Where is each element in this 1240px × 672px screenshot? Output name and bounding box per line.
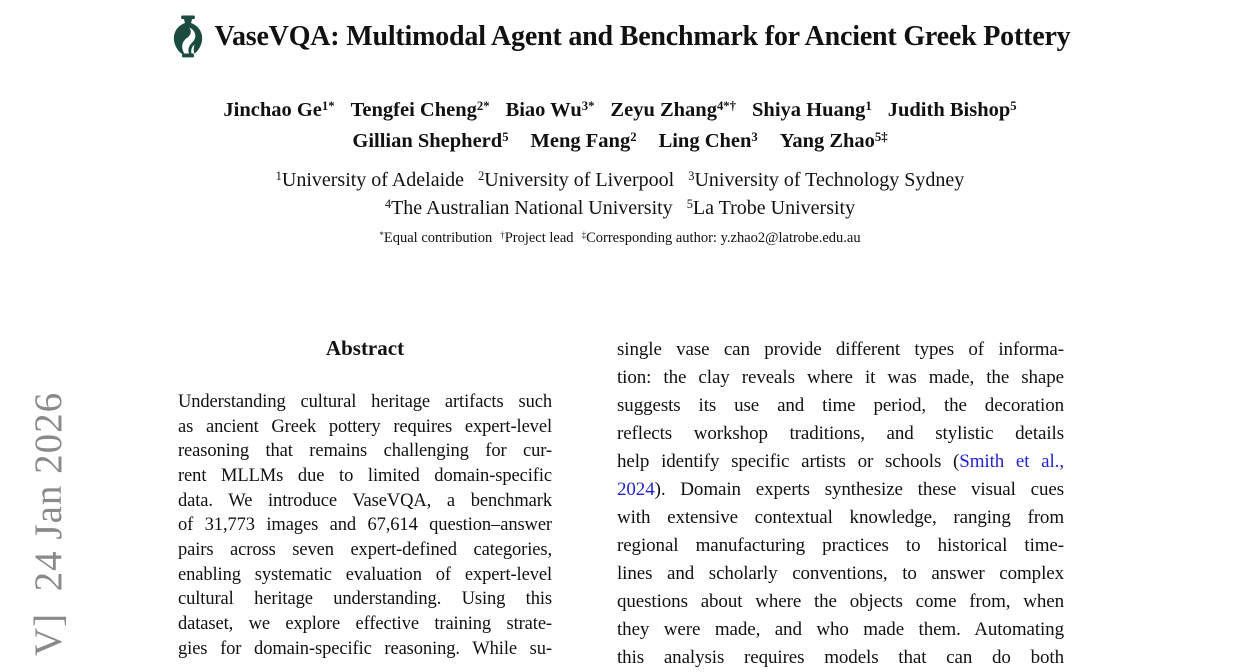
text-line: of 31,773 images and 67,614 question–answer <box>178 515 552 536</box>
text-line: Understanding cultural heritage artifacts such <box>178 392 552 412</box>
author-name-text: Ling Chen <box>658 130 752 152</box>
superscript-marker: 3* <box>581 98 595 113</box>
text-line: data. We introduce VaseVQA, a benchmark <box>178 490 552 511</box>
text-line: rent MLLMs due to limited domain-specific <box>178 465 552 486</box>
text-segment: help identify specific artists or schools ( <box>617 451 960 472</box>
affiliation <box>276 169 464 191</box>
text-line: pairs across seven expert-defined categories, <box>178 539 552 560</box>
affiliation <box>478 169 674 191</box>
arxiv-date-stamp: V] 24 Jan 2026 <box>27 391 70 656</box>
text-line: with extensive contextual knowledge, ranging from <box>617 507 1064 528</box>
text-line: suggests its use and time period, the decoration <box>617 395 1064 416</box>
authors-line-1 <box>0 99 1240 122</box>
introduction-body <box>617 336 1064 672</box>
author-name-text: Yang Zhao <box>779 130 875 152</box>
text-line <box>617 476 1064 504</box>
text-line: as ancient Greek pottery requires expert-level <box>178 416 552 437</box>
author-name <box>659 130 758 152</box>
text-line: enabling systematic evaluation of expert-level <box>178 564 552 585</box>
author-name <box>506 99 595 121</box>
footnote-item <box>582 230 861 246</box>
footnote-text: Project lead <box>504 230 574 246</box>
superscript-marker: 2 <box>478 168 485 183</box>
superscript-marker: 2* <box>476 98 490 113</box>
superscript-marker: 5‡ <box>874 129 888 144</box>
superscript-marker: 3 <box>751 129 758 144</box>
superscript-marker: 1 <box>275 168 282 183</box>
abstract-heading: Abstract <box>325 336 405 360</box>
superscript-marker: ‡ <box>581 229 587 240</box>
author-name <box>752 99 872 121</box>
affiliations-line-1 <box>0 169 1240 192</box>
text-line: dataset, we explore effective training strate- <box>178 613 552 634</box>
citation-link[interactable]: 2024 <box>617 479 655 500</box>
footnote-text: Corresponding author: y.zhao2@latrobe.edu.au <box>586 230 861 246</box>
footnote-item <box>379 230 492 246</box>
superscript-marker: † <box>500 229 505 240</box>
superscript-marker: 5 <box>502 129 509 144</box>
superscript-marker: 3 <box>688 168 695 183</box>
text-line: they were made, and who made them. Automating <box>617 619 1064 640</box>
affiliations-line-2 <box>0 197 1240 220</box>
author-name-text: Biao Wu <box>505 99 582 121</box>
superscript-marker: 5 <box>686 196 693 211</box>
author-name-text: Tengfei Cheng <box>350 99 477 121</box>
author-name <box>351 99 490 121</box>
citation-link[interactable]: Smith et al., <box>959 451 1064 472</box>
affiliation-text: The Australian National University <box>391 197 673 219</box>
affiliation-text: University of Liverpool <box>484 169 675 191</box>
text-line: lines and scholarly conventions, to answer complex <box>617 563 1064 584</box>
text-line: tion: the clay reveals where it was made, the shape <box>617 367 1064 388</box>
author-name <box>610 99 736 121</box>
superscript-marker: 4*† <box>716 98 737 113</box>
text-segment: ). Domain experts synthesize these visual cues <box>654 479 1064 500</box>
text-line: single vase can provide different types of informa- <box>617 339 1064 360</box>
superscript-marker: * <box>379 229 384 240</box>
author-footnote <box>0 230 1240 247</box>
author-name <box>780 130 888 152</box>
footnote-text: Equal contribution <box>383 230 493 246</box>
text-line: questions about where the objects come from, when <box>617 591 1064 612</box>
authors-line-2 <box>0 130 1240 153</box>
author-name <box>223 99 334 121</box>
footnote-item <box>500 230 573 246</box>
paper-title: VaseVQA: Multimodal Agent and Benchmark for Ancient Greek Pottery <box>214 20 1071 52</box>
author-name-text: Meng Fang <box>530 130 631 152</box>
author-name-text: Jinchao Ge <box>223 99 322 121</box>
text-line: cultural heritage understanding. Using this <box>178 589 552 610</box>
text-line: regional manufacturing practices to historical time- <box>617 535 1064 556</box>
paper-title-row <box>0 15 1240 58</box>
author-name <box>352 130 508 152</box>
affiliation-text: University of Technology Sydney <box>694 169 965 191</box>
superscript-marker: 1 <box>865 98 872 113</box>
author-name <box>531 130 637 152</box>
affiliation-text: University of Adelaide <box>281 169 465 191</box>
vase-icon <box>170 15 206 58</box>
text-line: gies for domain-specific reasoning. While su- <box>178 638 552 659</box>
author-name <box>888 99 1017 121</box>
author-name-text: Gillian Shepherd <box>352 130 503 152</box>
affiliation <box>688 169 964 191</box>
superscript-marker: 1* <box>321 98 335 113</box>
affiliation <box>687 197 855 219</box>
author-name-text: Judith Bishop <box>887 99 1011 121</box>
affiliation-text: La Trobe University <box>692 197 856 219</box>
superscript-marker: 4 <box>384 196 392 211</box>
text-line: reasoning that remains challenging for cur- <box>178 441 552 462</box>
superscript-marker: 5 <box>1010 98 1017 113</box>
superscript-marker: 2 <box>630 129 637 144</box>
text-line: this analysis requires models that can do both <box>617 647 1064 668</box>
author-name-text: Shiya Huang <box>752 99 866 121</box>
text-line: reflects workshop traditions, and stylistic details <box>617 423 1064 444</box>
affiliation <box>385 197 673 219</box>
text-line <box>617 448 1064 476</box>
abstract-body <box>178 390 552 661</box>
author-name-text: Zeyu Zhang <box>610 99 717 121</box>
